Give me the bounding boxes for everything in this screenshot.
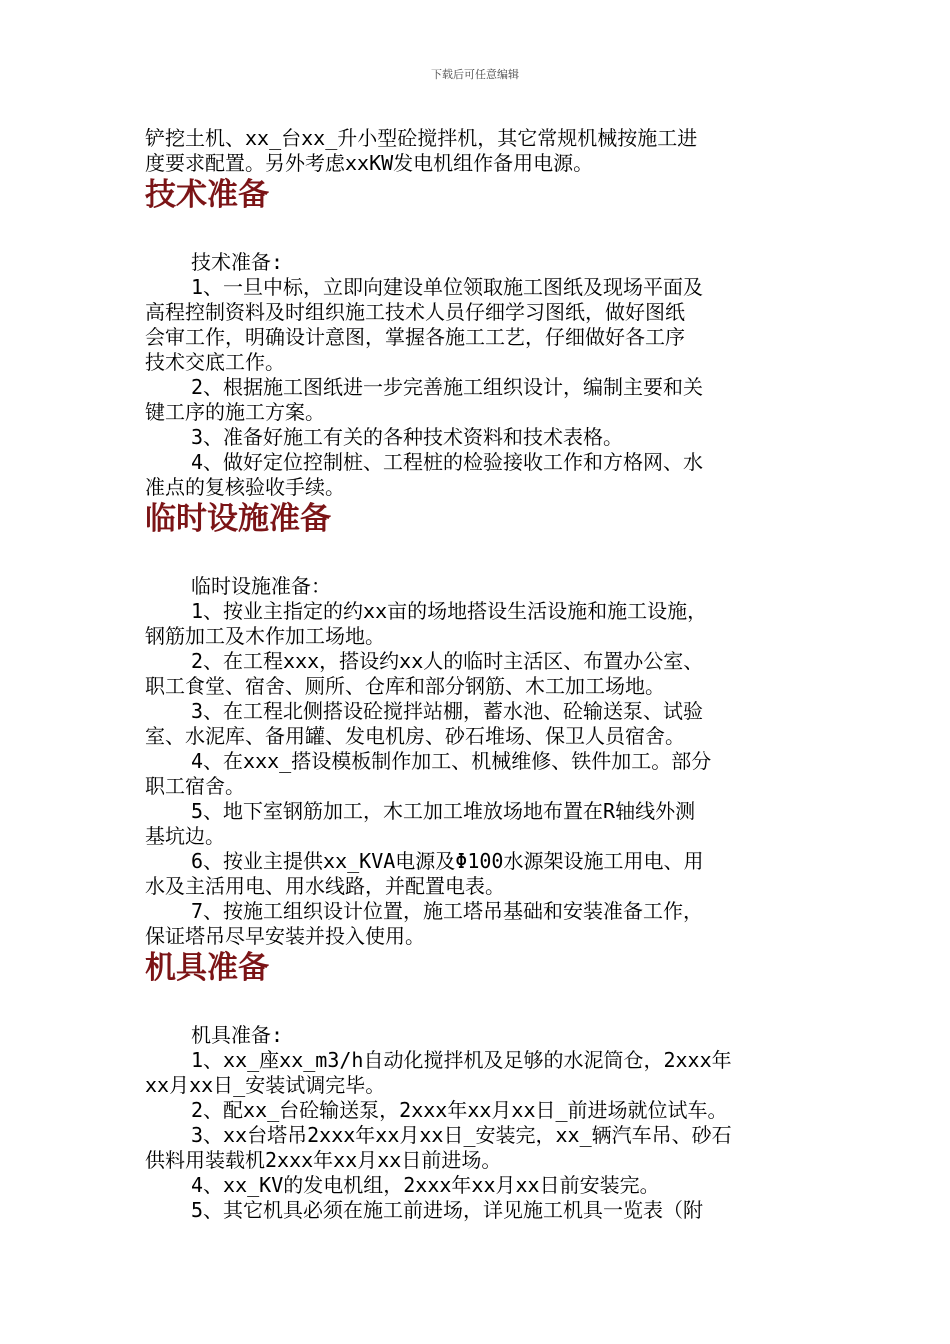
text-line: 钢筋加工及木作加工场地。	[145, 624, 385, 648]
text-line: 基坑边。	[145, 824, 225, 848]
text-line: 高程控制资料及时组织施工技术人员仔细学习图纸，做好图纸	[145, 300, 685, 324]
heading-spacer	[145, 987, 810, 1023]
text-line: 技术交底工作。	[145, 350, 285, 374]
text-line: 职工宿舍。	[145, 774, 245, 798]
text-line: 水及主活用电、用水线路，并配置电表。	[145, 874, 505, 898]
section	[145, 176, 810, 500]
list-item	[145, 749, 810, 799]
heading-spacer	[145, 214, 810, 250]
section-heading: 临时设施准备	[145, 501, 331, 537]
page-header-note: 下载后可任意编辑	[431, 68, 519, 81]
text-line: 3、xx台塔吊2xxx年xx月xx日_安装完，xx_辆汽车吊、砂石	[191, 1123, 732, 1147]
text-line: 度要求配置。另外考虑xxKW发电机组作备用电源。	[145, 151, 594, 175]
text-line: 4、做好定位控制桩、工程桩的检验接收工作和方格网、水	[191, 450, 704, 474]
text-line: xx月xx日_安装试调完毕。	[145, 1073, 386, 1097]
text-line: 2、配xx_台砼输送泵，2xxx年xx月xx日_前进场就位试车。	[191, 1098, 728, 1122]
section	[145, 500, 810, 949]
list-item	[145, 425, 810, 450]
list-item	[145, 1123, 810, 1173]
heading-spacer	[145, 538, 810, 574]
list-item	[145, 1198, 810, 1223]
section-heading: 技术准备	[145, 177, 269, 213]
list-item	[145, 1173, 810, 1198]
list-item	[145, 275, 810, 375]
list-item	[145, 849, 810, 899]
text-line: 供料用装载机2xxx年xx月xx日前进场。	[145, 1148, 502, 1172]
list-item	[145, 1098, 810, 1123]
text-line: 室、水泥库、备用罐、发电机房、砂石堆场、保卫人员宿舍。	[145, 724, 685, 748]
text-line: 3、在工程北侧搭设砼搅拌站棚，蓄水池、砼输送泵、试验	[191, 699, 704, 723]
text-line: 键工序的施工方案。	[145, 400, 325, 424]
text-line: 会审工作，明确设计意图，掌握各施工工艺，仔细做好各工序	[145, 325, 685, 349]
text-line: 2、根据施工图纸进一步完善施工组织设计，编制主要和关	[191, 375, 704, 399]
list-item	[145, 450, 810, 500]
text-line: 准点的复核验收手续。	[145, 475, 345, 499]
text-line: 4、在xxx_搭设模板制作加工、机械维修、铁件加工。部分	[191, 749, 712, 773]
text-line: 1、一旦中标，立即向建设单位领取施工图纸及现场平面及	[191, 275, 704, 299]
text-line: 2、在工程xxx，搭设约xx人的临时主活区、布置办公室、	[191, 649, 704, 673]
list-item	[145, 1048, 810, 1098]
list-item	[145, 699, 810, 749]
intro-paragraph	[145, 126, 810, 176]
section-lead: 技术准备:	[191, 250, 284, 274]
text-line: 4、xx_KV的发电机组，2xxx年xx月xx日前安装完。	[191, 1173, 660, 1197]
text-line: 铲挖土机、xx_台xx_升小型砼搅拌机，其它常规机械按施工进	[145, 126, 698, 150]
document-body	[145, 126, 810, 1223]
list-item	[145, 599, 810, 649]
text-line: 5、其它机具必须在施工前进场，详见施工机具一览表（附	[191, 1198, 704, 1222]
text-line: 7、按施工组织设计位置，施工塔吊基础和安装准备工作，	[191, 899, 704, 923]
list-item	[145, 899, 810, 949]
section-lead: 机具准备:	[191, 1023, 284, 1047]
text-line: 保证塔吊尽早安装并投入使用。	[145, 924, 425, 948]
text-line: 5、地下室钢筋加工，木工加工堆放场地布置在R轴线外测	[191, 799, 696, 823]
text-line: 职工食堂、宿舍、厕所、仓库和部分钢筋、木工加工场地。	[145, 674, 665, 698]
text-line: 1、按业主指定的约xx亩的场地搭设生活设施和施工设施，	[191, 599, 708, 623]
list-item	[145, 649, 810, 699]
list-item	[145, 375, 810, 425]
text-line: 3、准备好施工有关的各种技术资料和技术表格。	[191, 425, 624, 449]
text-line: 1、xx_座xx_m3/h自动化搅拌机及足够的水泥筒仓，2xxx年	[191, 1048, 732, 1072]
section-lead: 临时设施准备：	[191, 574, 331, 598]
sections-container	[145, 176, 810, 1223]
text-line: 6、按业主提供xx_KVA电源及Φ100水源架设施工用电、用	[191, 849, 704, 873]
section	[145, 949, 810, 1223]
list-item	[145, 799, 810, 849]
section-heading: 机具准备	[145, 950, 269, 986]
